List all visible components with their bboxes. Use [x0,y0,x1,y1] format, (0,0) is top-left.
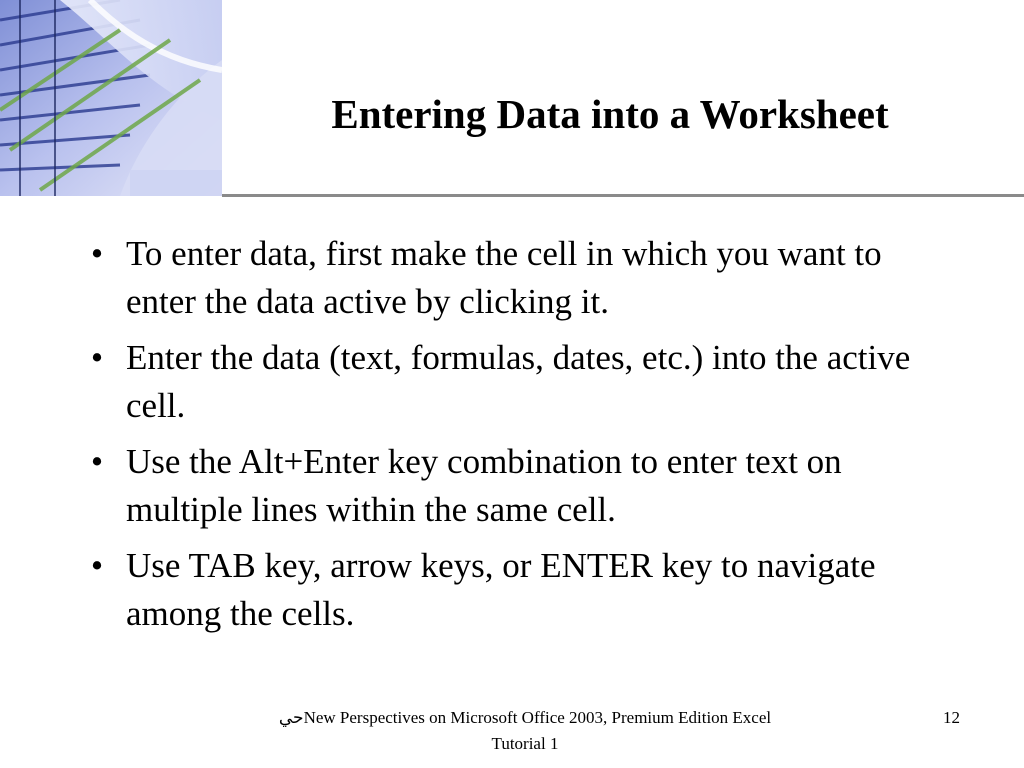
corner-architecture-image [0,0,222,196]
slide-number: 12 [943,708,960,727]
bullet-item [0,230,926,326]
bullet-marker: • [90,338,104,377]
architecture-photo-graphic [0,0,222,196]
bullet-item [0,542,926,638]
title-divider [222,194,1024,197]
bullet-text: Use the Alt+Enter key combination to enter text on multiple lines within the same cell. [126,442,842,529]
bullet-item [0,334,926,430]
slide-title: Entering Data into a Worksheet [331,91,889,137]
bullet-marker: • [90,442,104,481]
footer-text: حيNew Perspectives on Microsoft Office 2003, Premium Edition Excel Tutorial 1 [278,708,772,753]
bullet-marker: • [90,234,104,273]
bullet-item [0,438,926,534]
bullet-marker: • [90,546,104,585]
bullet-text: To enter data, first make the cell in which you want to enter the data active by clicking it. [126,234,882,321]
bullet-list [0,230,1024,646]
bullet-text: Use TAB key, arrow keys, or ENTER key to navigate among the cells. [126,546,876,633]
bullet-text: Enter the data (text, formulas, dates, etc.) into the active cell. [126,338,911,425]
